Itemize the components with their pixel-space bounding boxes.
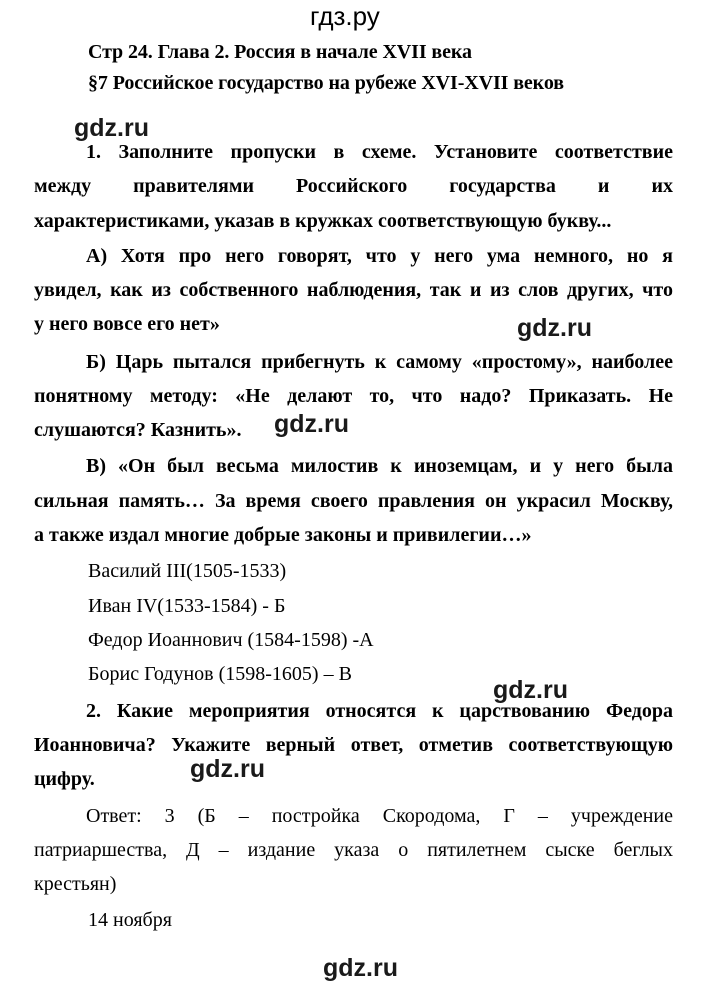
quote-v-line-2: сильная память… За время своего правления он украсил Москву, <box>34 490 673 512</box>
ruler-item: Федор Иоаннович (1584-1598) -А <box>88 629 374 651</box>
task1-line-3: характеристиками, указав в кружках соответствующую букву... <box>34 210 612 232</box>
quote-v-line-3: а также издал многие добрые законы и привилегии…» <box>34 524 532 546</box>
answer-line-2: патриаршества, Д – издание указа о пятилетнем сыске беглых <box>34 839 673 861</box>
task2-line-1: 2. Какие мероприятия относятся к царствованию Федора <box>86 700 673 722</box>
quote-b-line-1: Б) Царь пытался прибегнуть к самому «простому», наиболее <box>86 351 673 373</box>
watermark-logo: gdz.ru <box>74 114 149 142</box>
quote-a-line-1: А) Хотя про него говорят, что у него ума немного, но я <box>86 245 673 267</box>
task2-line-2: Иоанновича? Укажите верный ответ, отметив соответствующую <box>34 734 673 756</box>
ruler-item: Василий III(1505-1533) <box>88 560 287 582</box>
section-title: §7 Российское государство на рубеже XVI-XVII веков <box>88 72 564 94</box>
quote-b-line-3: слушаются? Казнить». <box>34 419 242 441</box>
answer-line-3: крестьян) <box>34 873 117 895</box>
watermark-logo: gdz.ru <box>323 954 398 982</box>
quote-v-line-1: В) «Он был весьма милостив к иноземцам, и у него была <box>86 455 673 477</box>
ruler-item: Борис Годунов (1598-1605) – В <box>88 663 352 685</box>
quote-b-line-2: понятному методу: «Не делают то, что надо? Приказать. Не <box>34 385 673 407</box>
quote-a-line-3: у него вовсе его нет» <box>34 313 220 335</box>
task1-line-1: 1. Заполните пропуски в схеме. Установите соответствие <box>86 141 673 163</box>
date-text: 14 ноября <box>88 909 172 931</box>
task1-line-2: между правителями Российского государства и их <box>34 175 673 197</box>
page-title: Стр 24. Глава 2. Россия в начале XVII века <box>88 41 472 63</box>
task2-line-3: цифру. <box>34 768 95 790</box>
watermark-logo: gdz.ru <box>517 314 592 342</box>
watermark-logo: gdz.ru <box>274 410 349 438</box>
answer-line-1: Ответ: 3 (Б – постройка Скородома, Г – учреждение <box>86 805 673 827</box>
watermark-logo: gdz.ru <box>493 676 568 704</box>
ruler-item: Иван IV(1533-1584) - Б <box>88 595 286 617</box>
quote-a-line-2: увидел, как из собственного наблюдения, так и из слов других, что <box>34 279 673 301</box>
watermark-logo: gdz.ru <box>190 755 265 783</box>
site-header: гдз.ру <box>310 1 380 31</box>
